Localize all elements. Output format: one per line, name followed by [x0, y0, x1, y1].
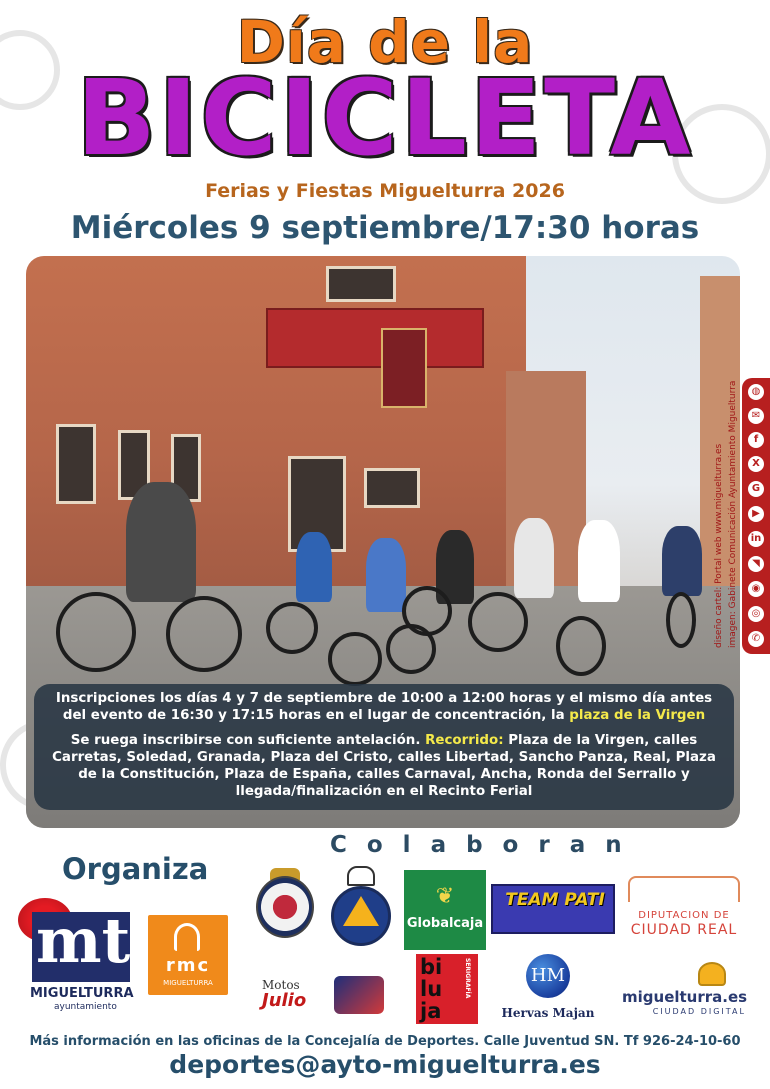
bike-wheel: [468, 592, 528, 652]
cyclist: [514, 518, 554, 598]
footer-info: Más información en las oficinas de la Concejalía de Deportes. Calle Juventud SN. Tf 926-24-10-60: [29, 1034, 741, 1049]
registration-text: [44, 690, 724, 724]
flame-icon: [174, 923, 200, 951]
rmc-name: rmc: [165, 955, 211, 976]
bike-wheel: [56, 592, 136, 672]
colaboran-heading: Colaboran: [330, 832, 642, 858]
youtube-icon[interactable]: ▶: [748, 506, 764, 522]
biluja-name: bi lu ja: [420, 955, 443, 1023]
hervas-majan-logo: [498, 952, 598, 1026]
building-outline-icon: [628, 876, 740, 902]
registration-details: Inscripciones los días 4 y 7 de septiembre de 10:00 a 12:00 horas y el mismo día antes del evento de 16:30 y 17:15 horas en el lugar de concentración, la: [55, 691, 713, 723]
bike-wheel: [328, 632, 382, 686]
team-pati-name: TEAM PATI: [505, 890, 605, 910]
route-text: [44, 732, 724, 800]
mt-name: MIGUELTURRA: [30, 986, 134, 1001]
miguelturra-logo: [18, 898, 132, 1018]
image-credits: [700, 380, 742, 648]
image-credit: imagen: Gabinete Comunicación Ayuntamiento Miguelturra: [728, 380, 738, 648]
globalcaja-name: Globalcaja: [406, 916, 484, 931]
title-top: Día de la: [236, 8, 534, 76]
rmc-sub: MIGUELTURRA: [163, 979, 213, 987]
mt-initials: mt: [36, 904, 131, 977]
proteccion-civil-logo: [329, 862, 393, 952]
diputacion-line2: CIUDAD REAL: [630, 922, 738, 938]
event-subtitle: Ferias y Fiestas Miguelturra 2026: [205, 180, 565, 202]
policia-local-logo: [252, 868, 318, 954]
title-main: BICICLETA: [76, 57, 694, 179]
contact-email[interactable]: deportes@ayto-miguelturra.es: [169, 1050, 601, 1079]
diputacion-line1: DIPUTACION DE: [638, 910, 730, 921]
shield-icon: [256, 876, 314, 938]
crown-icon: [347, 866, 375, 886]
event-date-time: Miércoles 9 septiembre/17:30 horas: [70, 210, 700, 246]
hm-initials: HM: [526, 954, 570, 998]
x-icon[interactable]: X: [748, 456, 764, 472]
globalcaja-logo: [404, 870, 486, 950]
google-icon[interactable]: G: [748, 481, 764, 497]
biluja-side: SERIGRAFÍA: [464, 958, 471, 999]
bike-wheel: [666, 592, 696, 648]
cyclist: [126, 482, 196, 602]
wheat-icon: ❦: [435, 884, 455, 909]
whatsapp-icon[interactable]: ✆: [748, 631, 764, 647]
design-credit: diseño cartel: Portal web www.miguelturra.es: [714, 443, 724, 648]
building-window: [56, 424, 96, 504]
meeting-place: plaza de la Virgen: [569, 708, 706, 723]
rmc-logo: [148, 915, 228, 995]
hervas-name: Hervas Majan: [501, 1006, 595, 1020]
rss-icon[interactable]: ◥: [748, 556, 764, 572]
cyclist: [366, 538, 406, 612]
event-photo: [26, 256, 740, 828]
miguelturra-ciudad-digital-logo: [622, 962, 746, 1020]
bike-wheel: [166, 596, 242, 672]
bike-wheel: [402, 586, 452, 636]
mt-sub: ayuntamiento: [54, 1002, 117, 1012]
registration-info-box: [34, 684, 734, 810]
motorbike-icon: [334, 976, 384, 1014]
motos-label: Motos: [262, 978, 300, 992]
town-hall-banner: [381, 328, 427, 408]
cyclist: [662, 526, 702, 596]
facebook-icon[interactable]: f: [748, 432, 764, 448]
route-streets: Plaza de la Virgen, calles Carretas, Soledad, Granada, Plaza del Cristo, calles Libertad, Sancho Panza, Real, Plaza de la Constitución, Plaza de España, calles Carnaval, Ancha, Ronda del Serrallo y llegada/finalización en el Recinto Ferial: [52, 733, 716, 799]
team-pati-logo: [491, 884, 615, 934]
bike-wheel: [556, 616, 606, 676]
organiza-heading: Organiza: [62, 852, 209, 886]
podcast-icon[interactable]: ◉: [748, 581, 764, 597]
crest-icon: [698, 962, 726, 986]
diputacion-logo: [622, 872, 746, 938]
bike-wheel: [266, 602, 318, 654]
migdig-sub: CIUDAD DIGITAL: [652, 1007, 746, 1016]
instagram-icon[interactable]: ◎: [748, 606, 764, 622]
julio-label: Julio: [262, 990, 307, 1011]
migdig-name: miguelturra.es: [622, 988, 748, 1006]
cyclist: [296, 532, 332, 602]
route-label: Recorrido:: [425, 733, 504, 748]
building-window: [326, 266, 396, 302]
linkedin-icon[interactable]: in: [748, 531, 764, 547]
motos-julio-logo: [262, 974, 386, 1018]
biluja-logo: [416, 954, 478, 1024]
town-hall-balcony: [266, 308, 484, 368]
globe-icon[interactable]: ◍: [748, 384, 764, 400]
building-window: [364, 468, 420, 508]
triangle-icon: [343, 896, 379, 926]
cyclist: [578, 520, 620, 602]
mail-icon[interactable]: ✉: [748, 408, 764, 424]
route-intro: Se ruega inscribirse con suficiente antelación.: [70, 733, 426, 748]
